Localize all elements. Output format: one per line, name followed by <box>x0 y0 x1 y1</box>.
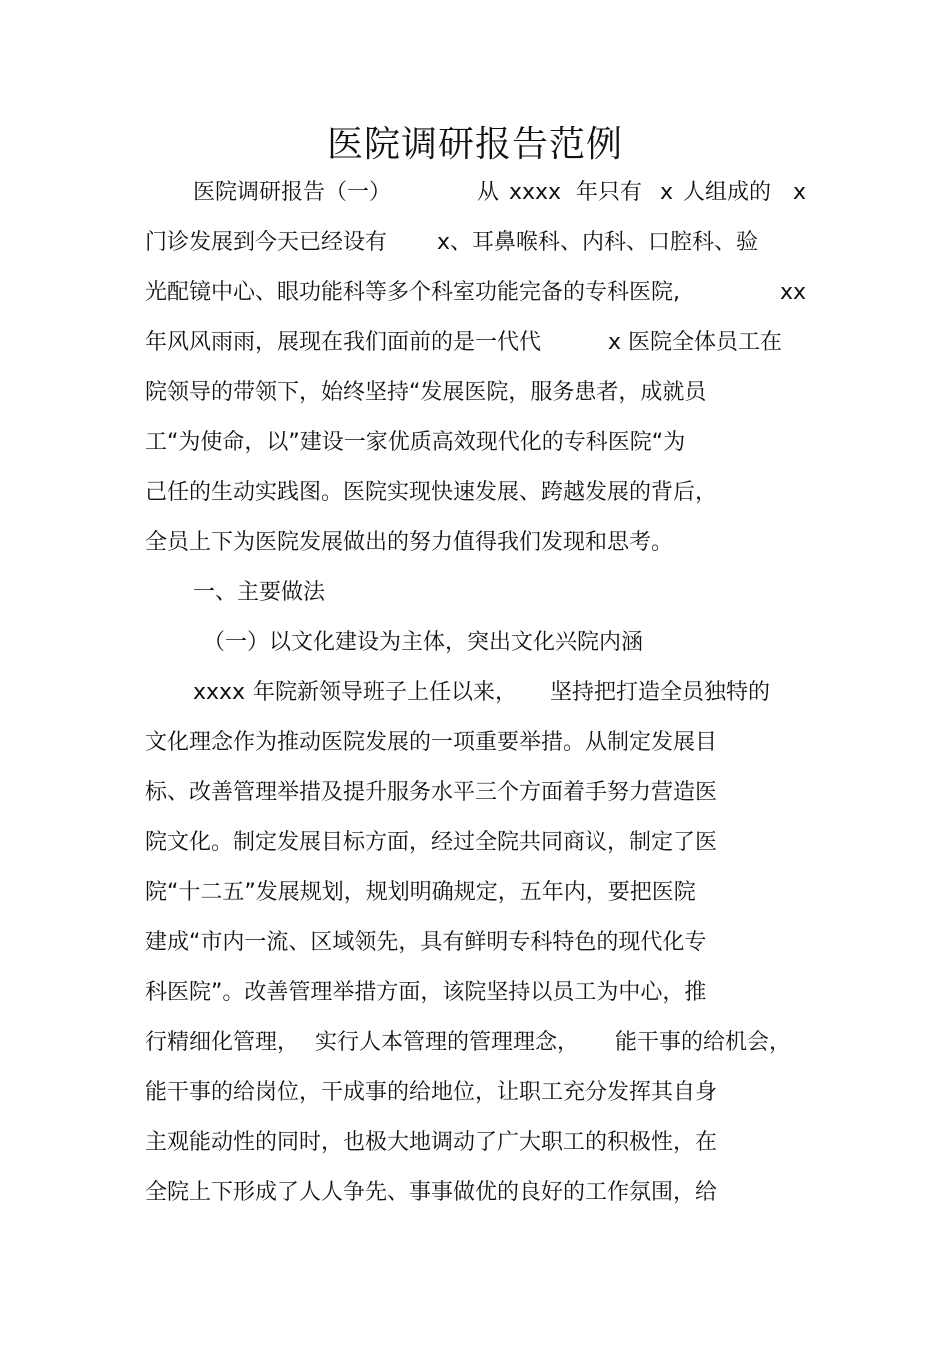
text-line: 实行人本管理的管理理念， <box>315 1030 580 1055</box>
text-line: 文化理念作为推动医院发展的一项重要举措。从制定发展目 <box>145 730 718 755</box>
text-line: 门诊发展到今天已经设有 <box>145 230 388 255</box>
text-line: 院“十二五”发展规划，规划明确规定，五年内，要把医院 <box>145 880 696 905</box>
text-line: 从 <box>477 180 500 205</box>
text-line: xx <box>780 280 807 305</box>
text-line: 年院新领导班子上任以来， <box>253 680 518 705</box>
text-line: 全员上下为医院发展做出的努力值得我们发现和思考。 <box>145 530 674 555</box>
text-line: xxxx <box>193 680 246 705</box>
section-heading: 一、主要做法 <box>193 580 326 605</box>
text-line: 院文化。制定发展目标方面，经过全院共同商议，制定了医 <box>145 830 718 855</box>
text-line: 医院调研报告（一） <box>193 180 392 205</box>
text-line: 年只有 <box>576 180 643 205</box>
text-line: 年风风雨雨，展现在我们面前的是一代代 <box>145 330 542 355</box>
subsection-heading: （一）以文化建设为主体，突出文化兴院内涵 <box>203 630 644 655</box>
text-line: 人组成的 <box>683 180 772 205</box>
text-line: 标、改善管理举措及提升服务水平三个方面着手努力营造医 <box>145 780 718 805</box>
text-line: 坚持把打造全员独特的 <box>550 680 771 705</box>
text-line: 科医院”。改善管理举措方面，该院坚持以员工为中心，推 <box>145 980 707 1005</box>
text-line: 主观能动性的同时，也极大地调动了广大职工的积极性，在 <box>145 1130 718 1155</box>
text-line: x、耳鼻喉科、内科、口腔科、验 <box>437 230 759 255</box>
text-line: xxxx <box>509 180 562 205</box>
document-title: 医院调研报告范例 <box>326 124 623 165</box>
text-line: x <box>660 180 674 205</box>
text-line: 能干事的给岗位，干成事的给地位，让职工充分发挥其自身 <box>145 1080 718 1105</box>
text-line: 院领导的带领下，始终坚持“发展医院，服务患者，成就员 <box>145 380 707 405</box>
text-line: 光配镜中心、眼功能科等多个科室功能完备的专科医院, <box>145 280 680 305</box>
text-line: 己任的生动实践图。医院实现快速发展、跨越发展的背后， <box>145 480 718 505</box>
text-line: x <box>793 180 807 205</box>
text-line: 全院上下形成了人人争先、事事做优的良好的工作氛围，给 <box>145 1180 718 1205</box>
text-line: 建成“市内一流、区域领先，具有鲜明专科特色的现代化专 <box>145 930 707 955</box>
text-line: 行精细化管理， <box>145 1030 300 1055</box>
text-line: 能干事的给机会， <box>615 1030 792 1055</box>
text-line: x 医院全体员工在 <box>608 330 783 355</box>
text-line: 工“为使命，以”建设一家优质高效现代化的专科医院“为 <box>145 430 686 455</box>
